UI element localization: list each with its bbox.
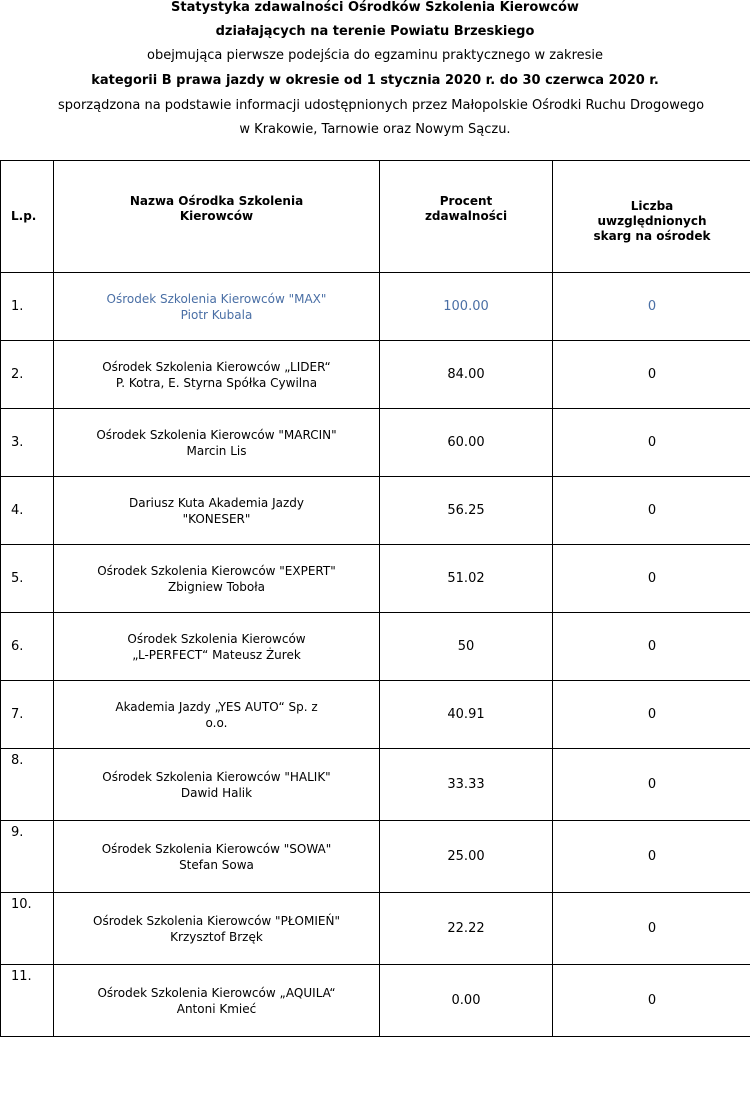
cell-lp: 4. [1,477,54,545]
header-row [1,161,750,273]
cell-complaints: 0 [553,273,750,341]
cell-lp: 7. [1,681,54,749]
cell-pass-rate: 84.00 [380,341,553,409]
title-line-2: działających na terenie Powiatu Brzeskiego [215,24,535,39]
column-header-lp: L.p. [1,161,54,273]
column-header-name: Nazwa Ośrodka Szkolenia Kierowców [54,161,380,273]
table-row [1,893,750,965]
cell-complaints: 0 [553,341,750,409]
cell-school-name [54,821,380,893]
table-row [1,545,750,613]
school-name-line-2: Marcin Lis [186,443,247,458]
subtitle-line-3: obejmująca pierwsze podejścia do egzaminu praktycznego w zakresie [146,48,604,63]
cell-complaints: 0 [553,965,750,1037]
school-name-line-1: Ośrodek Szkolenia Kierowców [127,631,306,646]
school-name-line-1: Ośrodek Szkolenia Kierowców „AQUILA“ [97,985,336,1000]
cell-school-name [54,965,380,1037]
school-name-line-1: Ośrodek Szkolenia Kierowców "HALIK" [102,769,331,784]
cell-lp: 11. [1,965,54,1037]
school-name-line-1: Ośrodek Szkolenia Kierowców "SOWA" [101,841,332,856]
cell-pass-rate: 40.91 [380,681,553,749]
cell-complaints: 0 [553,749,750,821]
cell-lp: 5. [1,545,54,613]
table-row [1,273,750,341]
school-name-line-2: Piotr Kubala [180,307,253,322]
table-row [1,749,750,821]
school-name-line-1: Ośrodek Szkolenia Kierowców "MAX" [106,291,327,306]
cell-school-name [54,409,380,477]
column-header-percent: Procent zdawalności [380,161,553,273]
table-header [1,161,750,273]
school-name-line-2: o.o. [205,715,228,730]
cell-pass-rate: 60.00 [380,409,553,477]
cell-pass-rate: 25.00 [380,821,553,893]
school-name-line-2: Krzysztof Brzęk [170,929,263,944]
subtitle-line-4: kategorii B prawa jazdy w okresie od 1 stycznia 2020 r. do 30 czerwca 2020 r. [91,73,659,88]
cell-school-name [54,545,380,613]
cell-school-name [54,477,380,545]
cell-lp: 8. [1,749,54,821]
cell-school-name [54,613,380,681]
subtitle-line-5: sporządzona na podstawie informacji udostępnionych przez Małopolskie Ośrodki Ruchu Drogowego [57,98,705,113]
school-name-line-2: "KONESER" [182,511,251,526]
statistics-table [0,160,750,1037]
table-row [1,965,750,1037]
cell-complaints: 0 [553,681,750,749]
subtitle-line-6: w Krakowie, Tarnowie oraz Nowym Sączu. [239,122,511,137]
cell-school-name [54,681,380,749]
cell-pass-rate: 0.00 [380,965,553,1037]
table-row [1,341,750,409]
cell-pass-rate: 50 [380,613,553,681]
school-name-line-2: P. Kotra, E. Styrna Spółka Cywilna [115,375,318,390]
cell-school-name [54,893,380,965]
cell-school-name [54,749,380,821]
school-name-line-1: Ośrodek Szkolenia Kierowców "EXPERT" [97,563,336,578]
table-body [1,273,750,1037]
table-row [1,477,750,545]
title-line-1: Statystyka zdawalności Ośrodków Szkolenia Kierowców [171,0,579,15]
column-header-complaints: Liczba uwzględnionych skarg na ośrodek [553,161,750,273]
cell-complaints: 0 [553,821,750,893]
school-name-line-1: Dariusz Kuta Akademia Jazdy [129,495,304,510]
cell-lp: 3. [1,409,54,477]
school-name-line-1: Ośrodek Szkolenia Kierowców "MARCIN" [96,427,337,442]
cell-lp: 10. [1,893,54,965]
cell-pass-rate: 33.33 [380,749,553,821]
school-name-line-1: Akademia Jazdy „YES AUTO“ Sp. z [115,699,318,714]
school-name-line-2: Zbigniew Toboła [167,579,266,594]
cell-complaints: 0 [553,545,750,613]
cell-pass-rate: 51.02 [380,545,553,613]
table-row [1,681,750,749]
cell-lp: 1. [1,273,54,341]
table-row [1,821,750,893]
school-name-line-2: Dawid Halik [180,785,253,800]
school-name-line-1: Ośrodek Szkolenia Kierowców „LIDER“ [102,359,331,374]
cell-complaints: 0 [553,477,750,545]
school-name-line-2: Antoni Kmieć [176,1001,257,1016]
cell-lp: 6. [1,613,54,681]
cell-school-name [54,273,380,341]
cell-complaints: 0 [553,409,750,477]
school-name-line-2: Stefan Sowa [179,857,254,872]
cell-pass-rate: 100.00 [380,273,553,341]
cell-pass-rate: 22.22 [380,893,553,965]
cell-lp: 2. [1,341,54,409]
school-name-line-2: „L-PERFECT“ Mateusz Żurek [132,647,301,662]
cell-complaints: 0 [553,613,750,681]
cell-pass-rate: 56.25 [380,477,553,545]
cell-school-name [54,341,380,409]
cell-lp: 9. [1,821,54,893]
table-row [1,613,750,681]
school-name-line-1: Ośrodek Szkolenia Kierowców "PŁOMIEŃ" [93,913,340,928]
table-row [1,409,750,477]
cell-complaints: 0 [553,893,750,965]
